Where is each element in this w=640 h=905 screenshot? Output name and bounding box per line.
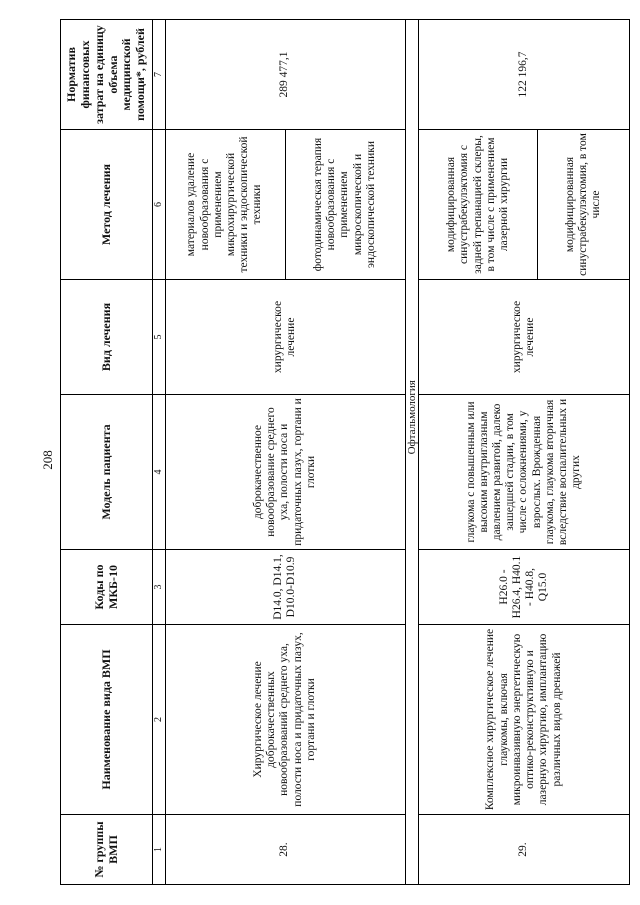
treatment-type: хирургическое лечение bbox=[165, 280, 405, 395]
header-row bbox=[61, 20, 153, 885]
table-row bbox=[165, 20, 405, 885]
patient-model: глаукома с повышенным или высоким внутриглазным давлением развитой, далеко зашедшей стадии, в том числе с осложнениями, у взрослых. Врожденная глаукома, глаукома вторичная вследствие воспалительных и других bbox=[419, 395, 630, 550]
treatment-methods bbox=[165, 130, 405, 280]
vmp-name: Комплексное хирургическое лечение глаукомы, включая микроинвазивную энергетическую оптико-реконструктивную и лазерную хирургию, имплантацию различных видов дренажей bbox=[419, 625, 630, 815]
page-number: 208 bbox=[39, 450, 55, 470]
patient-model: доброкачественное новообразование среднего уха, полости носа и придаточных пазух, гортани и глотки bbox=[165, 395, 405, 550]
treatment-methods bbox=[419, 130, 630, 280]
rotated-table-container bbox=[60, 20, 630, 885]
group-number: 29. bbox=[419, 815, 630, 885]
column-number: 3 bbox=[153, 550, 166, 625]
icd-codes: D14.0, D14.1, D10.0-D10.9 bbox=[165, 550, 405, 625]
treatment-method: модифицированная синустрабекулэктомия с задней трепанацией склеры, в том числе с применением лазерной хирургии bbox=[445, 135, 510, 274]
column-number: 2 bbox=[153, 625, 166, 815]
treatment-method: фотодинамическая терапия новообразования с применением микроскопической и эндоскопической техники bbox=[285, 130, 405, 279]
group-number: 28. bbox=[165, 815, 405, 885]
vmp-name: Хирургическое лечение доброкачественных новообразований среднего уха, полости носа и придаточных пазух, гортани и глотки bbox=[165, 625, 405, 815]
column-number: 1 bbox=[153, 815, 166, 885]
icd-codes: H26.0 - H26.4, H40.1 - H40.8, Q15.0 bbox=[419, 550, 630, 625]
column-number: 7 bbox=[153, 20, 166, 130]
treatment-method: модифицированная синустрабекулэктомия, в том числе bbox=[537, 130, 629, 279]
header-cost-norm: Норматив финансовых затрат на единицу объема медицинской помощи*, рублей bbox=[61, 20, 153, 130]
column-number: 4 bbox=[153, 395, 166, 550]
treatment-type: хирургическое лечение bbox=[419, 280, 630, 395]
section-title: Офтальмология bbox=[405, 20, 419, 815]
section-row bbox=[405, 20, 419, 885]
cost-norm: 122 196,7 bbox=[419, 20, 630, 130]
header-treatment-type: Вид лечения bbox=[61, 280, 153, 395]
column-number: 5 bbox=[153, 280, 166, 395]
cost-norm: 289 477,1 bbox=[165, 20, 405, 130]
vmp-table bbox=[60, 19, 630, 885]
header-treatment-method: Метод лечения bbox=[61, 130, 153, 280]
column-number: 6 bbox=[153, 130, 166, 280]
header-vmp-name: Наименование вида ВМП bbox=[61, 625, 153, 815]
treatment-method: материалов удаление новообразования с применением микрохирургической техники и эндоскопической техники bbox=[185, 136, 264, 273]
header-icd-codes: Коды по МКБ-10 bbox=[61, 550, 153, 625]
header-group-number: № группы ВМП bbox=[61, 815, 153, 885]
table-row bbox=[419, 20, 630, 885]
header-patient-model: Модель пациента bbox=[61, 395, 153, 550]
column-number-row bbox=[153, 20, 166, 885]
